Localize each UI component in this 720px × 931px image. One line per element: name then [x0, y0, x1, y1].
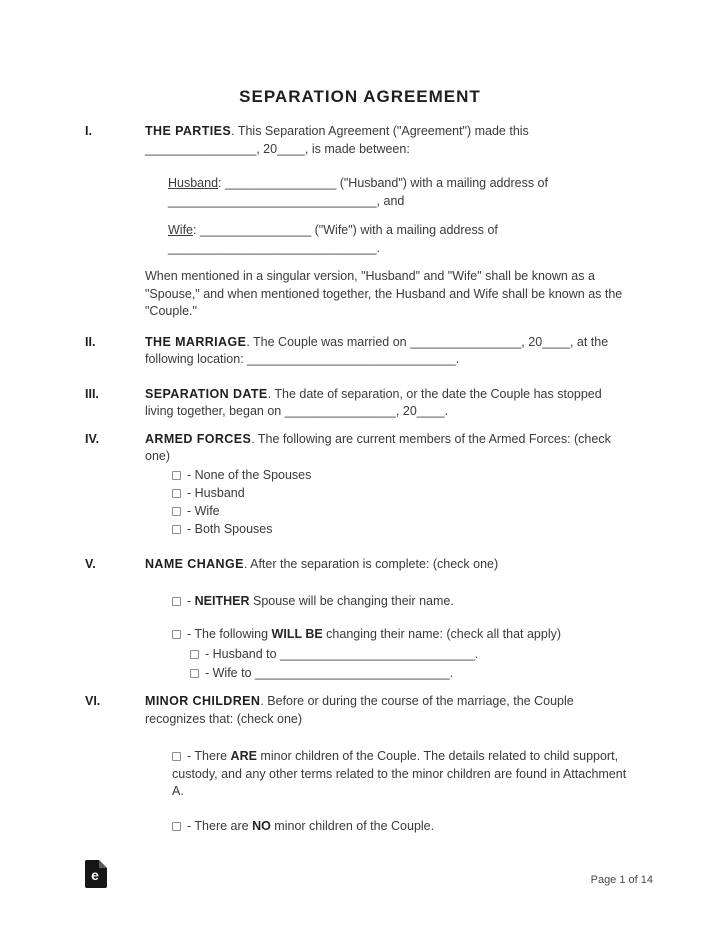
- parties-intro: [145, 123, 628, 158]
- section-heading: SEPARATION DATE: [145, 386, 268, 401]
- section-heading: MINOR CHILDREN: [145, 694, 261, 708]
- option-both-spouses: [172, 520, 628, 538]
- section-minor-children: [85, 693, 628, 835]
- checkbox-are-children[interactable]: [172, 752, 181, 761]
- checkbox-no-children[interactable]: [172, 822, 181, 831]
- page-number-label: Page 1 of 14: [590, 874, 653, 886]
- option-neither-name-change: [172, 593, 628, 611]
- option-text: minor children of the Couple.: [270, 818, 435, 833]
- name-change-body-text: . After the separation is complete: (check one): [243, 556, 499, 571]
- section-numeral: I.: [85, 124, 92, 138]
- checkbox-wife[interactable]: [172, 507, 181, 516]
- option-none-of-the-spouses: [172, 466, 628, 484]
- document-body: [85, 123, 628, 835]
- eforms-logo-icon: [85, 860, 107, 888]
- party-lines: [168, 175, 628, 257]
- checkbox-husband[interactable]: [172, 489, 181, 498]
- option-text: minor children of the Couple. The details related to child support, custody, and any other terms related to the minor children are found in Attachment A.: [172, 749, 627, 798]
- option-text: - The following: [187, 626, 272, 641]
- suboption-wife-to: [190, 664, 628, 683]
- armed-forces-text: [145, 431, 628, 466]
- wife-line: [168, 222, 628, 257]
- page-title: SEPARATION AGREEMENT: [239, 87, 481, 106]
- option-label: - Wife: [187, 503, 220, 518]
- checkbox-none-of-the-spouses[interactable]: [172, 471, 181, 480]
- option-text-bold: NO: [252, 818, 271, 833]
- option-label: - Both Spouses: [187, 521, 273, 536]
- checkbox-neither[interactable]: [172, 597, 181, 606]
- option-husband: [172, 484, 628, 502]
- section-numeral: V.: [85, 556, 96, 571]
- suboption-label: - Wife to ____________________________.: [205, 666, 454, 680]
- husband-blank-text: : ________________ ("Husband") with a mailing address of ______________________________, and: [168, 176, 548, 208]
- option-text: -: [187, 594, 195, 608]
- option-text: changing their name: (check all that apply): [322, 626, 562, 641]
- option-will-be-name-change: [172, 626, 628, 644]
- separation-date-text: [145, 386, 628, 421]
- checkbox-husband-to[interactable]: [190, 650, 199, 659]
- option-label: - None of the Spouses: [187, 467, 312, 482]
- section-the-parties: [85, 123, 628, 321]
- option-text-bold: WILL BE: [271, 626, 323, 641]
- husband-line: [168, 175, 628, 210]
- option-label: - Husband: [187, 485, 245, 500]
- logo-letter: e: [91, 867, 99, 883]
- option-text: - There: [187, 749, 231, 763]
- section-heading: THE PARTIES: [145, 124, 232, 138]
- option-wife: [172, 502, 628, 520]
- wife-blank-text: : ________________ ("Wife") with a mailing address of ______________________________.: [168, 223, 498, 255]
- section-the-marriage: [85, 334, 628, 369]
- suboption-label: - Husband to ____________________________.: [205, 647, 479, 661]
- option-are-minor-children: [172, 748, 628, 801]
- section-name-change: [85, 556, 628, 684]
- armed-forces-body-text: . The following are current members of the Armed Forces: (check one): [145, 431, 611, 463]
- spouse-definition-note: When mentioned in a singular version, "Husband" and "Wife" shall be known as a "Spouse," and when mentioned together, the Husband and Wife shall be known as the "Couple.": [145, 269, 623, 318]
- option-text-bold: ARE: [230, 749, 257, 763]
- minor-children-body-text: . Before or during the course of the marriage, the Couple recognizes that: (check one): [145, 694, 574, 726]
- option-text: Spouse will be changing their name.: [249, 594, 454, 608]
- section-heading: THE MARRIAGE: [145, 334, 247, 349]
- option-text: - There are: [187, 818, 253, 833]
- section-separation-date: [85, 386, 628, 421]
- name-change-text: [145, 556, 628, 574]
- checkbox-wife-to[interactable]: [190, 669, 199, 678]
- option-text-bold: NEITHER: [194, 594, 250, 608]
- suboption-husband-to: [190, 645, 628, 664]
- minor-children-text: [145, 693, 628, 728]
- wife-label: Wife: [168, 223, 193, 237]
- checkbox-both-spouses[interactable]: [172, 525, 181, 534]
- parties-intro-text: . This Separation Agreement ("Agreement") made this ________________, 20____, is made between:: [145, 124, 529, 156]
- name-change-suboptions: [190, 645, 628, 683]
- section-numeral: III.: [85, 386, 99, 401]
- section-numeral: VI.: [85, 694, 101, 708]
- section-armed-forces: [85, 431, 628, 538]
- section-numeral: II.: [85, 334, 96, 349]
- option-no-minor-children: [172, 818, 628, 836]
- section-heading: ARMED FORCES: [145, 431, 252, 446]
- section-heading: NAME CHANGE: [145, 556, 244, 571]
- section-numeral: IV.: [85, 431, 100, 446]
- armed-forces-options: [172, 466, 628, 538]
- separation-date-body-text: . The date of separation, or the date the Couple has stopped living together, began on ________________, 20____.: [145, 386, 602, 418]
- marriage-text: [145, 334, 628, 369]
- checkbox-will-be[interactable]: [172, 630, 181, 639]
- marriage-body-text: . The Couple was married on ________________, 20____, at the following location: ______________________________.: [145, 334, 609, 366]
- husband-label: Husband: [168, 176, 219, 190]
